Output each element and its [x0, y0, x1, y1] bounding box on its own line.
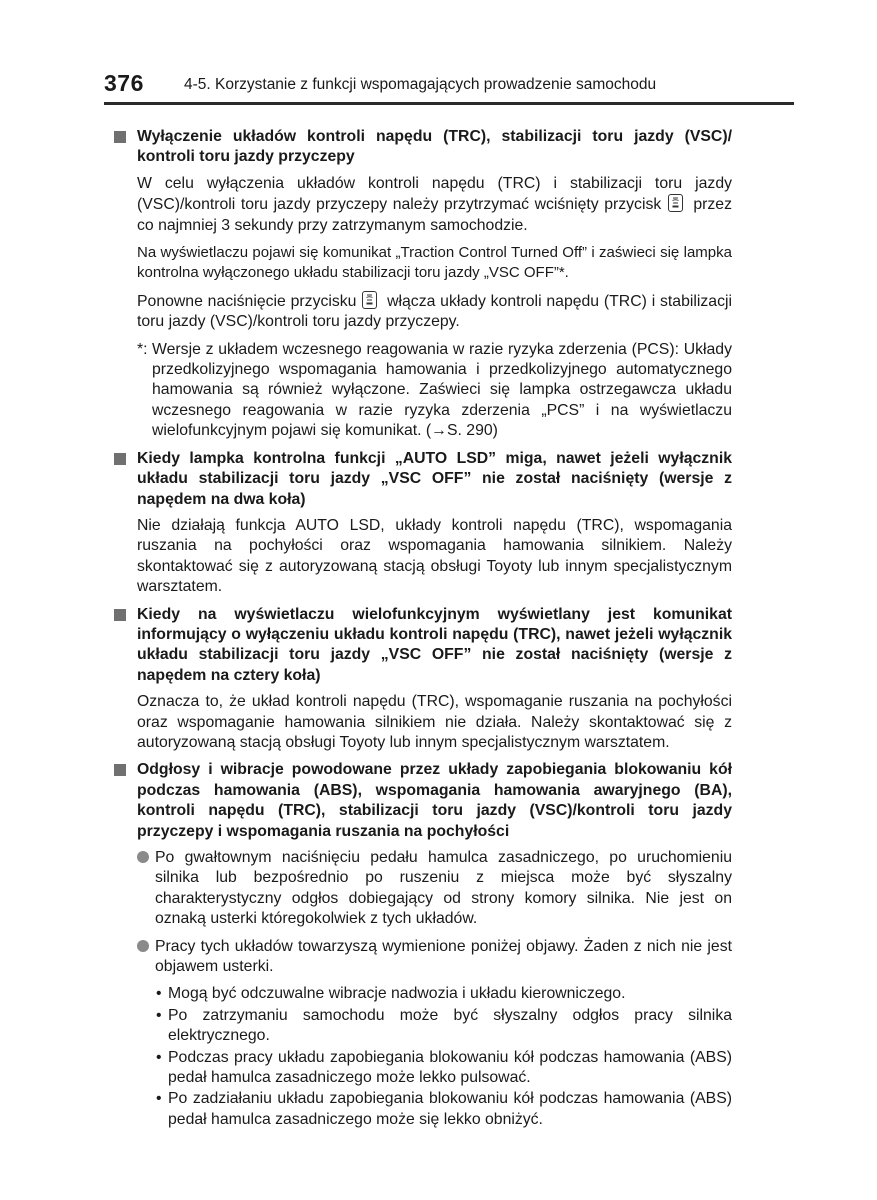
paragraph: Na wyświetlaczu pojawi się komunikat „Traction Control Turned Off” i zaświeci się lampka kontrolna wyłączonego układu stabilizacji toru jazdy „VSC OFF”*. [137, 244, 732, 282]
section-heading: Wyłączenie układów kontroli napędu (TRC), stabilizacji toru jazdy (VSC)/ kontroli toru jazdy przyczepy [137, 128, 732, 166]
sub-list-item [156, 1089, 732, 1130]
sub-list-item-text: Mogą być odczuwalne wibracje nadwozia i układu kierowniczego. [168, 985, 626, 1003]
footnote [137, 340, 732, 442]
paragraph-text: włącza układy kontroli napędu (TRC) i stabilizacji toru jazdy (VSC)/kontroli toru jazdy przyczepy. [137, 292, 732, 331]
list-item [137, 937, 732, 978]
list-item [137, 848, 732, 930]
sub-list-item-text: Po zatrzymaniu samochodu może być słyszalny odgłos pracy silnika elektrycznego. [168, 1006, 732, 1045]
sub-list-item [156, 984, 732, 1004]
footnote-mark: *: [137, 340, 148, 358]
paragraph: Nie działają funkcja AUTO LSD, układy kontroli napędu (TRC), wspomagania ruszania na pochyłości oraz wspomagania hamowania silnikiem. Należy skontaktować się z autoryzowaną stacją obsługi Toyoty lub innym specjalistycznym warsztatem. [137, 516, 732, 596]
section-heading: Odgłosy i wibracje powodowane przez układy zapobiegania blokowaniu kół podczas hamowania (ABS), wspomagania hamowania awaryjnego (BA), kontroli napędu (TRC), stabilizacji toru jazdy (VSC)/kontroli toru jazdy przyczepy i wspomagania ruszania na pochyłości [137, 761, 732, 840]
section-heading: Kiedy lampka kontrolna funkcji „AUTO LSD” miga, nawet jeżeli wyłącznik układu stabilizacji toru jazdy „VSC OFF” nie został naciśnięty (wersje z napędem na dwa koła) [137, 449, 732, 508]
paragraph [137, 291, 732, 333]
section-marker-icon [114, 453, 126, 465]
sub-list-item-text: Podczas pracy układu zapobiegania blokowaniu kół podczas hamowania (ABS) pedał hamulca zasadniczego może lekko pulsować. [168, 1048, 732, 1087]
bullet-icon [137, 851, 149, 863]
vsc-off-button-icon [668, 194, 683, 212]
bullet-icon [137, 940, 149, 952]
list-item-text: Po gwałtownym naciśnięciu pedału hamulca zasadniczego, po uruchomieniu silnika lub bezpośrednio po ruszeniu z miejsca może być słyszalny charakterystyczny odgłos dobiegający od strony komory silnika. Nie jest on oznaką usterki któregokolwiek z tych układów. [155, 849, 732, 928]
paragraph-text: Ponowne naciśnięcie przycisku [137, 292, 357, 310]
section-marker-icon [114, 131, 126, 143]
sub-list [137, 984, 732, 1130]
paragraph [137, 174, 732, 236]
sub-list-item [156, 1006, 732, 1047]
chapter-title: 4-5. Korzystanie z funkcji wspomagających prowadzenie samochodu [184, 76, 657, 93]
page-content [114, 127, 732, 1134]
sub-bullet-marker: • [156, 1048, 162, 1066]
section-trc-message [114, 605, 732, 754]
sub-list-item [156, 1048, 732, 1089]
page-header [104, 66, 794, 102]
paragraph: Oznacza to, że układ kontroli napędu (TRC), wspomaganie ruszania na pochyłości oraz wspomaganie hamowania silnikiem nie działa. Należy skontaktować się z autoryzowaną stacją obsługi Toyoty lub innym specjalistycznym warsztatem. [137, 693, 732, 751]
section-heading: Kiedy na wyświetlaczu wielofunkcyjnym wyświetlany jest komunikat informujący o wyłączeniu układu kontroli napędu (TRC), nawet jeżeli wyłącznik układu stabilizacji toru jazdy „VSC OFF” nie został naciśnięty (wersje z napędem na cztery koła) [137, 605, 732, 684]
section-vsc-off [114, 127, 732, 442]
vsc-off-button-icon [362, 291, 377, 309]
sub-bullet-marker: • [156, 1006, 162, 1024]
page-number: 376 [104, 70, 144, 96]
paragraph-text: przez co najmniej 3 sekundy przy zatrzymanym samochodzie. [137, 196, 732, 234]
section-marker-icon [114, 609, 126, 621]
sub-bullet-marker: • [156, 985, 162, 1003]
sub-bullet-marker: • [156, 1090, 162, 1108]
sub-list-item-text: Po zadziałaniu układu zapobiegania blokowaniu kół podczas hamowania (ABS) pedał hamulca zasadniczego może się lekko obniżyć. [168, 1090, 732, 1128]
section-noises-vibrations [114, 760, 732, 1130]
paragraph-text: W celu wyłączenia układów kontroli napędu (TRC) i stabilizacji toru jazdy (VSC)/kontroli toru jazdy przyczepy należy przytrzymać wciśnięty przycisk [137, 174, 732, 214]
section-auto-lsd [114, 449, 732, 598]
list-item-text: Pracy tych układów towarzyszą wymienione poniżej objawy. Żaden z nich nie jest objawem usterki. [155, 937, 732, 976]
section-marker-icon [114, 764, 126, 776]
footnote-text: Wersje z układem wczesnego reagowania w razie ryzyka zderzenia (PCS): Układy przedkolizyjnego wspomagania hamowania i przedkolizyjnego automatycznego hamowania są również wyłączone. Zaświeci się lampka ostrzegawcza układu wczesnego reagowania w razie ryzyka zderzenia „PCS” i na wyświetlaczu wielofunkcyjnym pojawi się komunikat. (→S. 290) [152, 340, 732, 440]
header-rule [104, 102, 794, 105]
